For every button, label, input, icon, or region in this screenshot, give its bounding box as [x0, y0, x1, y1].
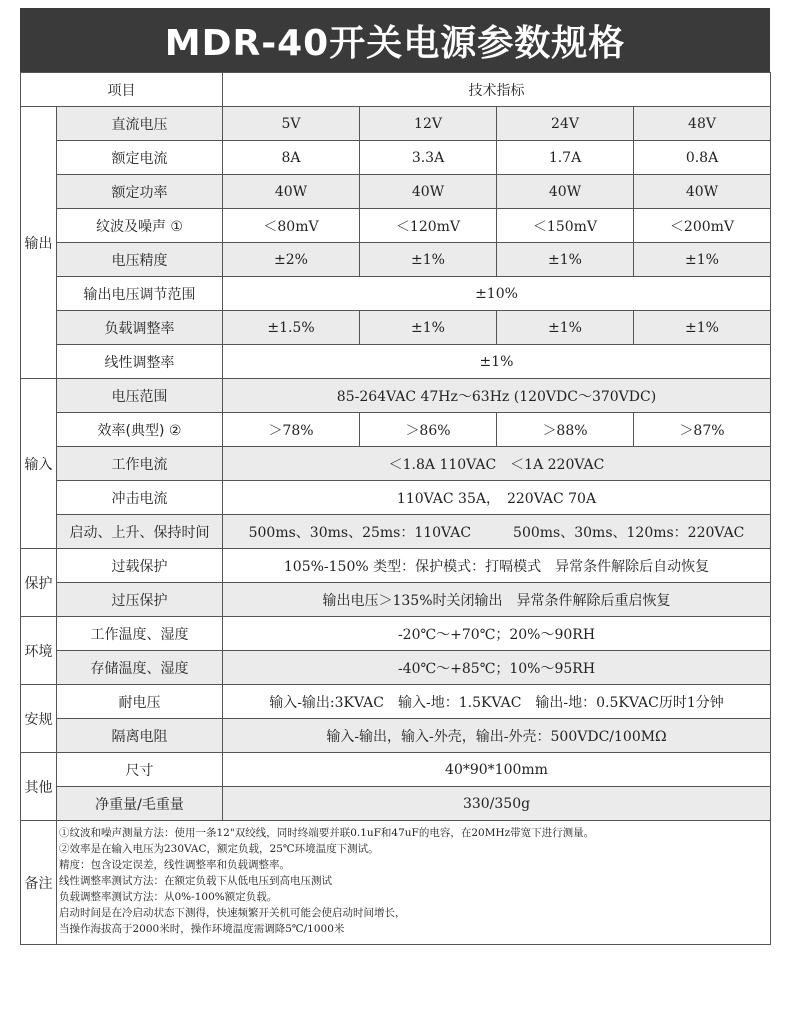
table-row: [21, 787, 771, 821]
spec-table: [20, 72, 771, 945]
row-label: 工作电流: [57, 447, 223, 481]
table-row: [21, 413, 771, 447]
remarks-notes: [57, 821, 771, 945]
cell-value: 输入-输出:3KVAC 输入-地：1.5KVAC 输出-地：0.5KVAC历时1分钟: [223, 685, 771, 719]
group-output: 输出: [21, 107, 57, 379]
table-row: [21, 685, 771, 719]
cell-value: 40W: [497, 175, 634, 209]
table-header-row: [21, 73, 771, 107]
cell-value: -40℃～+85℃；10%～95RH: [223, 651, 771, 685]
row-label: 净重量/毛重量: [57, 787, 223, 821]
row-label: 额定功率: [57, 175, 223, 209]
cell-value: 500ms、30ms、25ms：110VAC 500ms、30ms、120ms：220VAC: [223, 515, 771, 549]
cell-value: ±1.5%: [223, 311, 360, 345]
table-row: [21, 481, 771, 515]
table-row: [21, 617, 771, 651]
table-row: [21, 141, 771, 175]
cell-value: 40W: [634, 175, 771, 209]
page-title: MDR-40开关电源参数规格: [20, 8, 770, 72]
group-protection: 保护: [21, 549, 57, 617]
row-label: 电压精度: [57, 243, 223, 277]
table-row: [21, 651, 771, 685]
row-label: 效率(典型) ②: [57, 413, 223, 447]
row-label: 电压范围: [57, 379, 223, 413]
header-item: 项目: [21, 73, 223, 107]
cell-value: 3.3A: [360, 141, 497, 175]
cell-value: ±1%: [497, 243, 634, 277]
cell-value: ±10%: [223, 277, 771, 311]
group-remarks: 备注: [21, 821, 57, 945]
remark-line: ①纹波和噪声测量方法：使用一条12"双绞线，同时终端要并联0.1uF和47uF的电容，在20MHz带宽下进行测量。: [59, 827, 595, 839]
row-label: 直流电压: [57, 107, 223, 141]
cell-value: ＞87%: [634, 413, 771, 447]
table-row: [21, 311, 771, 345]
cell-value: 85-264VAC 47Hz～63Hz (120VDC～370VDC): [223, 379, 771, 413]
cell-value: ＜80mV: [223, 209, 360, 243]
cell-value: ±1%: [223, 345, 771, 379]
remark-line: ②效率是在输入电压为230VAC，额定负载，25℃环境温度下测试。: [59, 843, 379, 855]
row-label: 纹波及噪声 ①: [57, 209, 223, 243]
row-label: 冲击电流: [57, 481, 223, 515]
cell-value: 330/350g: [223, 787, 771, 821]
cell-value: 输入-输出，输入-外壳，输出-外壳：500VDC/100MΩ: [223, 719, 771, 753]
cell-value: ＜150mV: [497, 209, 634, 243]
row-label: 线性调整率: [57, 345, 223, 379]
cell-value: 24V: [497, 107, 634, 141]
group-environment: 环境: [21, 617, 57, 685]
cell-value: 40*90*100mm: [223, 753, 771, 787]
cell-value: ±1%: [360, 243, 497, 277]
row-label: 启动、上升、保持时间: [57, 515, 223, 549]
table-row: [21, 209, 771, 243]
remark-line: 精度：包含设定误差，线性调整率和负载调整率。: [59, 859, 290, 871]
cell-value: ＞78%: [223, 413, 360, 447]
cell-value: 0.8A: [634, 141, 771, 175]
row-label: 隔离电阻: [57, 719, 223, 753]
row-label: 工作温度、湿度: [57, 617, 223, 651]
cell-value: -20℃～+70℃；20%～90RH: [223, 617, 771, 651]
remark-line: 负载调整率测试方法：从0%-100%额定负载。: [59, 891, 278, 903]
table-row: [21, 549, 771, 583]
table-row: [21, 719, 771, 753]
table-row: [21, 821, 771, 945]
cell-value: 5V: [223, 107, 360, 141]
row-label: 耐电压: [57, 685, 223, 719]
cell-value: ＞88%: [497, 413, 634, 447]
table-row: [21, 277, 771, 311]
group-input: 输入: [21, 379, 57, 549]
table-row: [21, 379, 771, 413]
cell-value: 110VAC 35A， 220VAC 70A: [223, 481, 771, 515]
cell-value: ±1%: [634, 243, 771, 277]
group-safety: 安规: [21, 685, 57, 753]
row-label: 过压保护: [57, 583, 223, 617]
table-row: [21, 447, 771, 481]
header-spec: 技术指标: [223, 73, 771, 107]
cell-value: ＜120mV: [360, 209, 497, 243]
cell-value: ＜200mV: [634, 209, 771, 243]
table-row: [21, 107, 771, 141]
table-row: [21, 345, 771, 379]
remark-line: 当操作海拔高于2000米时，操作环境温度需调降5℃/1000米: [59, 923, 345, 935]
cell-value: 8A: [223, 141, 360, 175]
table-row: [21, 515, 771, 549]
table-row: [21, 753, 771, 787]
cell-value: ±1%: [360, 311, 497, 345]
cell-value: 40W: [360, 175, 497, 209]
row-label: 负载调整率: [57, 311, 223, 345]
row-label: 尺寸: [57, 753, 223, 787]
row-label: 存储温度、湿度: [57, 651, 223, 685]
cell-value: ＞86%: [360, 413, 497, 447]
cell-value: 12V: [360, 107, 497, 141]
group-other: 其他: [21, 753, 57, 821]
cell-value: ±1%: [634, 311, 771, 345]
cell-value: 1.7A: [497, 141, 634, 175]
cell-value: ±1%: [497, 311, 634, 345]
table-row: [21, 583, 771, 617]
cell-value: 40W: [223, 175, 360, 209]
cell-value: 输出电压＞135%时关闭输出 异常条件解除后重启恢复: [223, 583, 771, 617]
row-label: 额定电流: [57, 141, 223, 175]
remark-line: 启动时间是在冷启动状态下测得，快速频繁开关机可能会使启动时间增长，: [59, 907, 406, 919]
table-row: [21, 175, 771, 209]
cell-value: 105%-150% 类型：保护模式：打嗝模式 异常条件解除后自动恢复: [223, 549, 771, 583]
cell-value: ±2%: [223, 243, 360, 277]
remark-line: 线性调整率测试方法：在额定负载下从低电压到高电压测试: [59, 875, 332, 887]
table-row: [21, 243, 771, 277]
cell-value: 48V: [634, 107, 771, 141]
cell-value: ＜1.8A 110VAC ＜1A 220VAC: [223, 447, 771, 481]
row-label: 过载保护: [57, 549, 223, 583]
row-label: 输出电压调节范围: [57, 277, 223, 311]
